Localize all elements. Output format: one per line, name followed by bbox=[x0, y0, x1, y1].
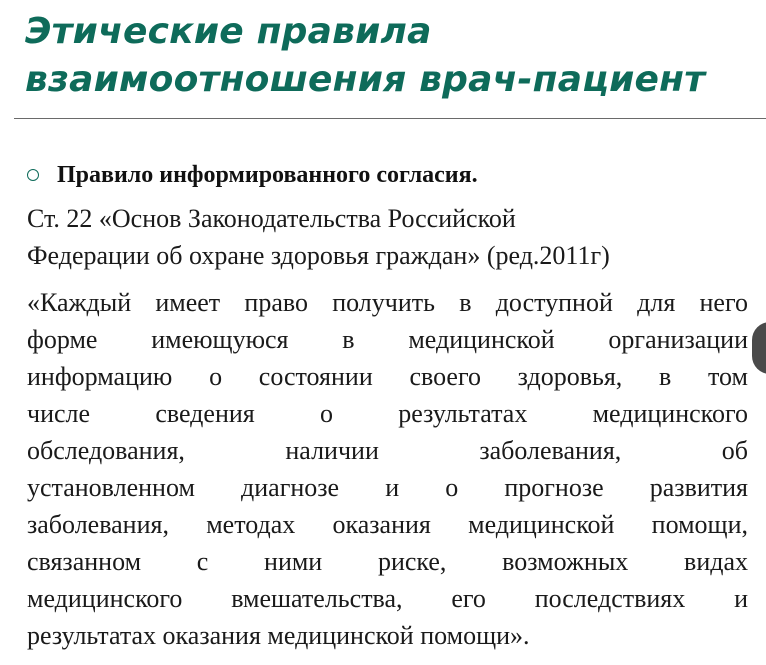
rule-heading-text: Правило информированного согласия. bbox=[57, 162, 478, 188]
slide-title-line-2: взаимоотношения врач-пациент bbox=[25, 59, 706, 100]
law-citation-line-1: Ст. 22 «Основ Законодательства Российской bbox=[27, 204, 516, 233]
law-quote-line: обследования, наличии заболевания, об bbox=[27, 436, 748, 465]
law-quote-line: установленном диагнозе и о прогнозе развития bbox=[27, 473, 748, 502]
law-quote-line: форме имеющуюся в медицинской организации bbox=[27, 325, 748, 354]
hollow-circle-bullet-icon bbox=[27, 169, 39, 181]
law-quote-line: «Каждый имеет право получить в доступной для него bbox=[27, 288, 748, 317]
law-quote-line: числе сведения о результатах медицинского bbox=[27, 399, 748, 428]
law-quote-line: заболевания, методах оказания медицинской помощи, bbox=[27, 510, 748, 539]
law-citation bbox=[27, 200, 748, 274]
law-quote bbox=[27, 284, 748, 654]
title-divider bbox=[14, 118, 766, 119]
rule-heading bbox=[27, 158, 478, 192]
scroll-handle[interactable] bbox=[752, 322, 766, 374]
law-quote-line: связанном с ними риске, возможных видах bbox=[27, 547, 748, 576]
slide-title-line-1: Этические правила bbox=[25, 11, 432, 52]
law-quote-line: медицинского вмешательства, его последствиях и bbox=[27, 584, 748, 613]
law-quote-line: результатах оказания медицинской помощи». bbox=[27, 621, 530, 650]
law-citation-line-2: Федерации об охране здоровья граждан» (ред.2011г) bbox=[27, 241, 610, 270]
slide-title bbox=[25, 8, 705, 104]
law-quote-line: информацию о состоянии своего здоровья, в том bbox=[27, 362, 748, 391]
